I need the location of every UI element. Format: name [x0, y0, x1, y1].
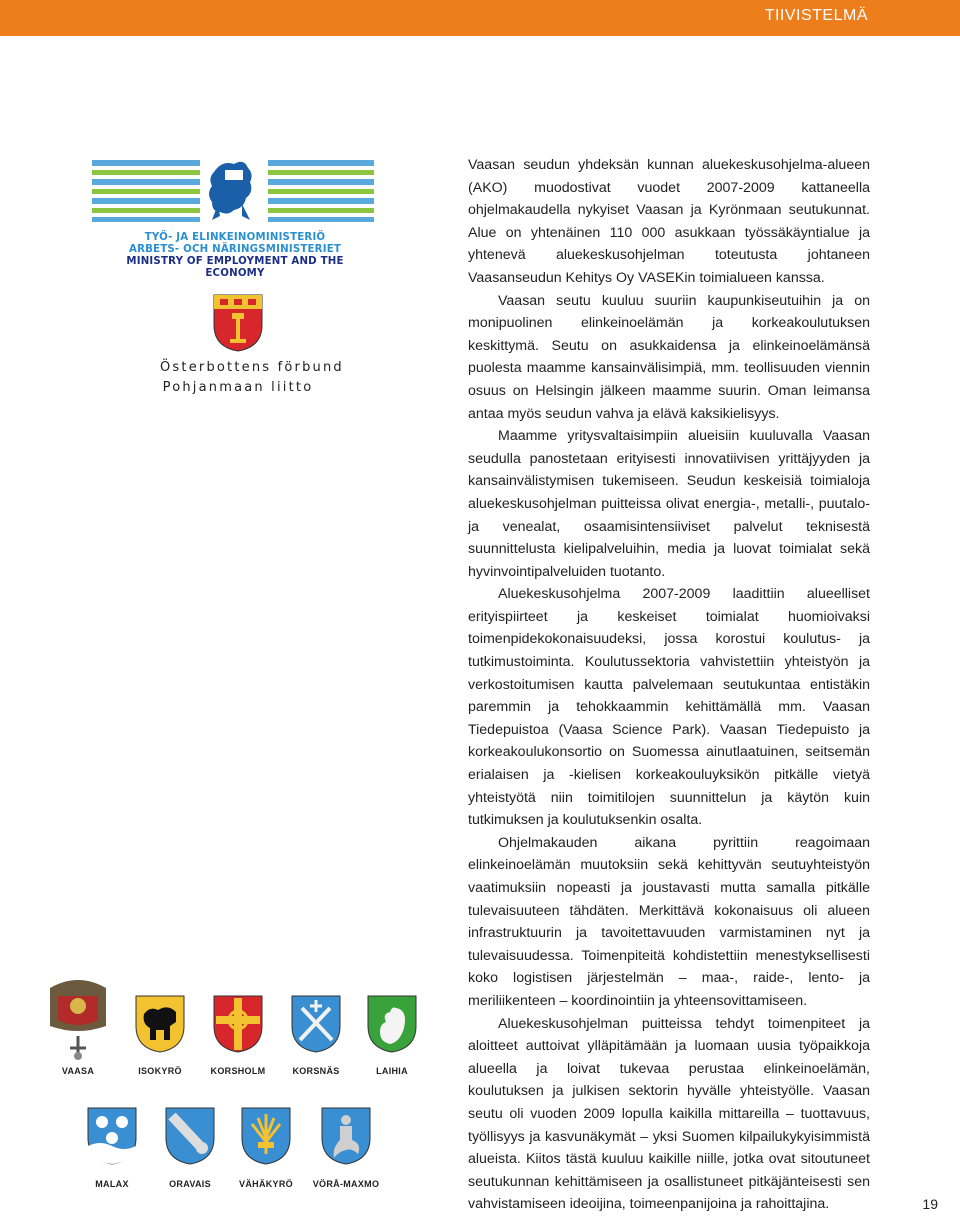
vora-maxmo-crest-icon [320, 1106, 372, 1166]
crest-label: ORAVAIS [169, 1179, 211, 1189]
section-title: TIIVISTELMÄ [764, 7, 868, 24]
laihia-crest-icon [366, 994, 418, 1054]
region-names [160, 358, 344, 398]
isokyro-crest-icon [134, 994, 186, 1054]
crest-label: VAASA [61, 1066, 95, 1076]
ministry-name-sv: ARBETS- OCH NÄRINGSMINISTERIET [128, 244, 342, 255]
crest-label: VÖRÅ-MAXMO [312, 1179, 380, 1189]
vaasa-crest-icon [44, 976, 112, 1064]
paragraph: Vaasan seutu kuuluu suuriin kaupunkiseutuihin ja on monipuolinen elinkeinoelämän ja korkeakoulutuksen keskittymä. Seutu on asukkaidensa ja elinkeinoelämänsä puolesta maamme kansainvälisimpiä, mm. teollisuuden viennin osuus on Helsingin jälkeen maamme suurin. Oman leimansa antaa myös seudun vahva ja elävä kaksikielisyys. [468, 292, 870, 422]
ministry-name-en: MINISTRY OF EMPLOYMENT AND THE ECONOMY [126, 256, 344, 279]
body-text [468, 154, 870, 1216]
crest-label: MALAX [95, 1179, 129, 1189]
ministry-name-fi: TYÖ- JA ELINKEINOMINISTERIÖ [144, 232, 326, 243]
ministry-name [100, 232, 370, 280]
crest-label: KORSNÄS [292, 1066, 340, 1076]
crest-label: VÄHÄKYRÖ [239, 1179, 293, 1189]
crest-label: KORSHOLM [210, 1066, 266, 1076]
crest-label: ISOKYRÖ [138, 1066, 182, 1076]
paragraph: Aluekeskusohjelman puitteissa tehdyt toimenpiteet ja aloitteet auttoivat ylläpitämään ja luomaan uusia työpaikkoja alueella ja loivat tukevaa perustaa elinkeinoelämän, koulutuksen ja julkisen sektorin hyvälle yhteistyölle. Vaasan seutu oli vuoden 2009 lopulla kaikilla mittareilla – tuottavuus, työllisyys ja kasvunäkymät – yksi Suomen kilpailukykyisimmistä alueista. Kiitos tästä kuuluu kaikille niille, jotka ovat sitoutuneet seutukunnan kehittämiseen ja osallistuneet pitkäjänteisesti sen vahvistamiseen ideoijina, toimeenpanijoina ja rahoittajina. [468, 1015, 870, 1213]
paragraph: Maamme yritysvaltaisimpiin alueisiin kuuluvalla Vaasan seudulla panostetaan erityisesti innovatiivisen yrittäjyyden ja kansainvälistymisen tukemiseen. Seudun keskeisiä toimialoja aluekeskusohjelman puitteissa olivat energia-, metalli-, puutalo- ja venealat, osaamisintensiiviset palvelut teknisestä suunnittelusta kielipalveluihin, media ja luovat toimialat sekä hyvinvointipalveluiden tuotanto. [468, 428, 870, 580]
region-name-fi: Pohjanmaan liitto [162, 380, 314, 395]
crest-label: LAIHIA [376, 1066, 408, 1076]
paragraph: Vaasan seudun yhdeksän kunnan aluekeskusohjelma-alueen (AKO) muodostivat vuodet 2007-2009 kattaneella ohjelmakaudella nykyiset Vaasan ja Kyrönmaan seutukunnat. Alue on yhtenäinen 110 000 asukkaan työssäkäyntialue ja yhtenevä aluekeskusohjelman toteutusta johtaneen Vaasanseudun Kehitys Oy VASEKin toimialueen kanssa. [468, 157, 870, 286]
vahakyro-crest-icon [240, 1106, 292, 1166]
malax-crest-icon [86, 1106, 138, 1166]
paragraph: Aluekeskusohjelma 2007-2009 laadittiin alueelliset erityispiirteet ja keskeiset toimialat huomioivaksi toimenpidekokonaisuudeksi, jossa korostui koulutus- ja tutkimustoiminta. Koulutussektoria vahvistettiin yhteistyön ja verkostoitumisen kautta palvelemaan seutukuntaa entistäkin paremmin ja tehokkaammin kehittämällä mm. Vaasan Tiedepuistoa (Vaasa Science Park). Vaasan Tiedepuisto ja korkeakoulukonsortio on Suomessa ainutlaatuinen, seitsemän erialaisen ja -kielisen korkeakouluyksikön pitkälle vietyä yhteistyötä niin toimitilojen suunnittelun ja käytön kuin tutkimuksen ja koulutuksenkin osalta. [468, 586, 870, 829]
region-crest-icon [212, 293, 264, 353]
korsholm-crest-icon [212, 994, 264, 1054]
oravais-crest-icon [164, 1106, 216, 1166]
lion-icon [209, 162, 252, 220]
korsnas-crest-icon [290, 994, 342, 1054]
paragraph: Ohjelmakauden aikana pyrittiin reagoimaan elinkeinoelämän muutoksiin sekä kehittyvän seutuyhteistyön vaatimuksiin nopeasti ja joustavasti mutta samalla pitkälle tulevaisuuteen tähdäten. Merkittävä kokonaisuus oli alueen infrastruktuurin ja tavoitettavuuden varmistaminen nyt ja tulevaisuudessa. Toimenpiteitä kohdistettiin menestyksellisesti koko logistisen järjestelmän – maa-, raide-, lento- ja meriliikenteen – koordinointiin ja yhteensovittamiseen. [468, 834, 870, 1009]
page-number: 19 [922, 1196, 938, 1212]
region-name-sv: Österbottens förbund [160, 360, 344, 375]
